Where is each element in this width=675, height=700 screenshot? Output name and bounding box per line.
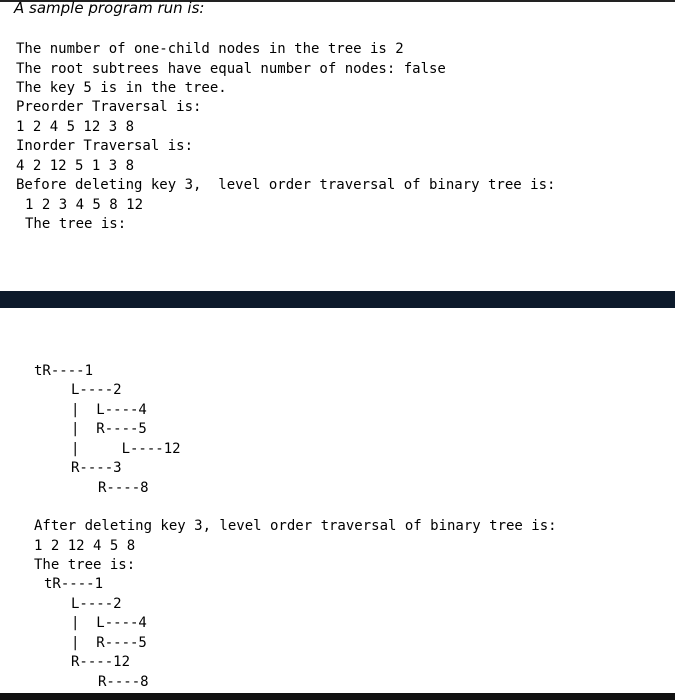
output-line: Inorder Traversal is: xyxy=(16,138,194,154)
output-line: 1 2 4 5 12 3 8 xyxy=(16,119,135,135)
bottom-border xyxy=(0,693,675,700)
dark-divider-band xyxy=(0,291,675,308)
tree-line: tR----1 xyxy=(34,363,94,379)
tree-line: R----12 xyxy=(71,654,131,670)
page-heading: A sample program run is: xyxy=(14,0,205,17)
output-line: The tree is: xyxy=(25,216,127,232)
output-line: The number of one-child nodes in the tree is 2 xyxy=(16,41,404,57)
output-line: 4 2 12 5 1 3 8 xyxy=(16,158,135,174)
output-line: The key 5 is in the tree. xyxy=(16,80,227,96)
output-line: Before deleting key 3, level order traversal of binary tree is: xyxy=(16,177,556,193)
tree-line: R----3 xyxy=(71,460,122,476)
output-line: 1 2 12 4 5 8 xyxy=(34,538,136,554)
tree-line: tR----1 xyxy=(44,576,104,592)
tree-line: | L----4 xyxy=(71,402,147,418)
tree-line: R----8 xyxy=(98,674,149,690)
tree-line: | R----5 xyxy=(71,635,147,651)
output-line: After deleting key 3, level order traversal of binary tree is: xyxy=(34,518,557,534)
tree-line: | L----4 xyxy=(71,615,147,631)
output-line: The root subtrees have equal number of nodes: false xyxy=(16,61,446,77)
tree-line: | L----12 xyxy=(71,441,181,457)
output-line: 1 2 3 4 5 8 12 xyxy=(25,197,144,213)
tree-line: R----8 xyxy=(98,480,149,496)
output-line: Preorder Traversal is: xyxy=(16,99,202,115)
tree-line: L----2 xyxy=(71,596,122,612)
output-line: The tree is: xyxy=(34,557,136,573)
tree-line: | R----5 xyxy=(71,421,147,437)
tree-line: L----2 xyxy=(71,382,122,398)
